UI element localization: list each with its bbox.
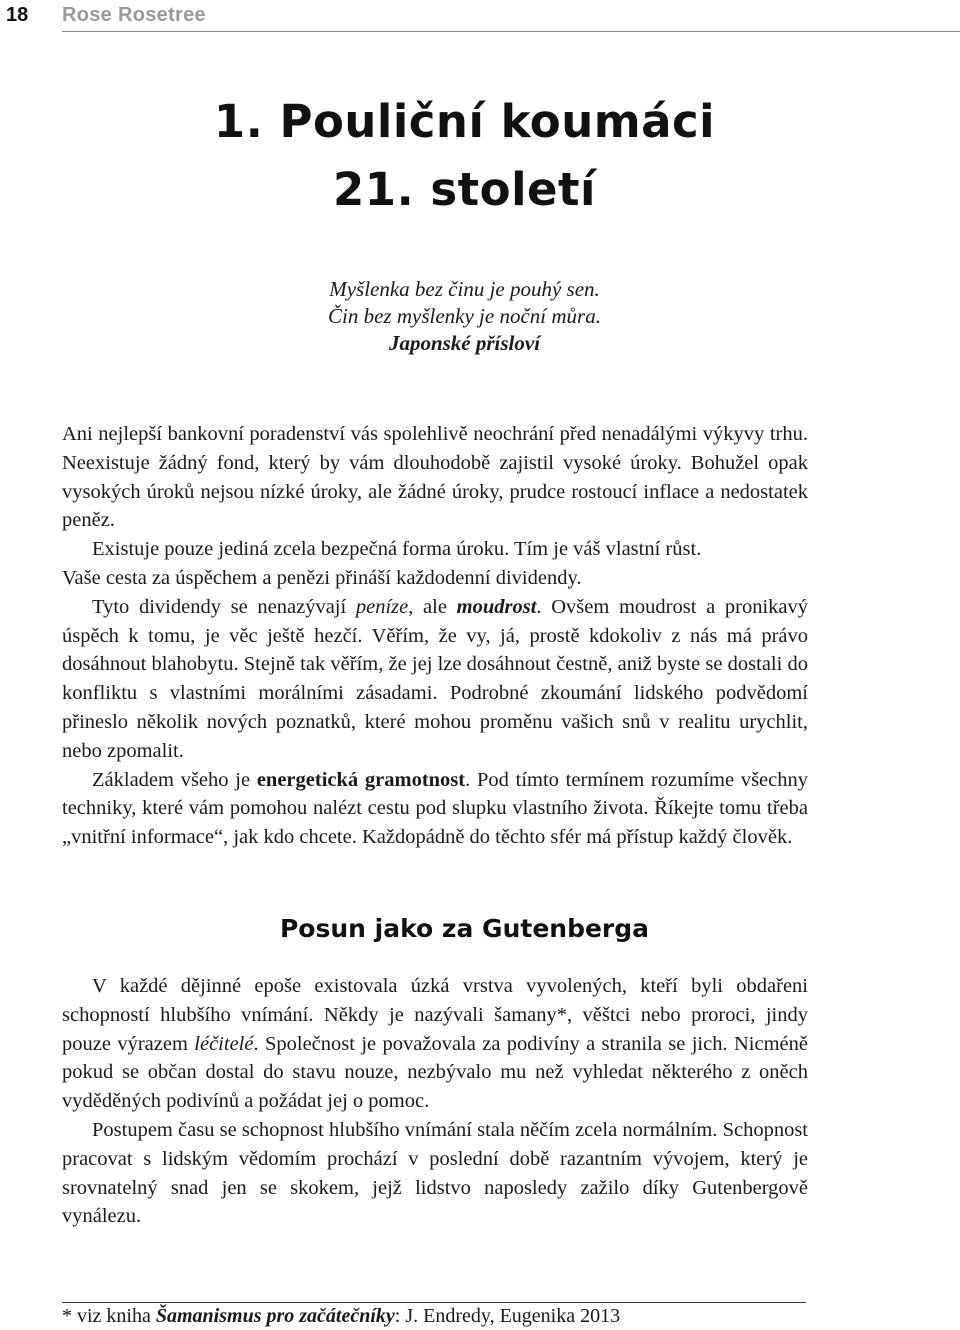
- footnote-suffix: : J. Endredy, Eugenika 2013: [394, 1305, 621, 1327]
- paragraph-text: , ale: [408, 595, 457, 618]
- paragraph-text: V každé dějinné epoše existovala úzká vrstva vyvolených, kteří byli obdařeni schopností hlubšího vnímání. Někdy je nazývali šamany*, věštci nebo proroci, jindy pouze výrazem: [62, 975, 808, 1055]
- chapter-title-line1: 1. Pouliční koumáci: [213, 95, 716, 148]
- emphasis-text: moudrost: [456, 595, 537, 618]
- running-head-author: Rose Rosetree: [62, 4, 206, 26]
- epigraph-source: Japonské přísloví: [388, 331, 541, 355]
- page-number: 18: [6, 4, 29, 26]
- paragraph-text: . Pod tímto termínem rozumíme všechny techniky, které vám pomohou nalézt cestu pod slupku vlastního života. Říkejte tomu třeba „vnitřní informace“, jak kdo chcete. Každopádně do těchto sfér má přístup každý člověk.: [62, 768, 808, 849]
- chapter-title-line2: 21. století: [333, 163, 596, 216]
- paragraph: Ani nejlepší bankovní poradenství vás spolehlivě neochrání před nenadálými výkyvy trhu. Neexistuje žádný fond, který by vám dlouhodobě zajistil vysoké úroky. Bohužel opak vysokých úroků nejsou nízké úroky, ale žádné úroky, prudce rostoucí inflace a nedostatek peněz.: [62, 423, 808, 532]
- emphasis-text: léčitelé: [194, 1032, 254, 1055]
- emphasis-text: peníze: [355, 595, 409, 618]
- paragraph: Postupem času se schopnost hlubšího vnímání stala něčím zcela normálním. Schopnost pracovat s lidským vědomím prochází v poslední době razantním vývojem, který je srovnatelný snad jen se skokem, jejž lidstvo naposledy zažilo díky Gutenbergově vynálezu.: [62, 1118, 808, 1228]
- paragraph: Vaše cesta za úspěchem a penězi přináší každodenní dividendy.: [62, 566, 582, 589]
- epigraph-line2: Čin bez myšlenky je noční můra.: [328, 304, 601, 328]
- footnote-prefix: * viz kniha: [62, 1305, 156, 1327]
- paragraph: [62, 972, 808, 1116]
- paragraph: Existuje pouze jediná zcela bezpečná forma úroku. Tím je váš vlastní růst.: [92, 538, 702, 561]
- section-heading: Posun jako za Gutenberga: [279, 914, 650, 943]
- footnote-book-title: Šamanismus pro začátečníky: [155, 1305, 395, 1327]
- chapter-title: [62, 88, 867, 224]
- footnote: [62, 1303, 822, 1329]
- strong-text: energetická gramotnost: [256, 768, 466, 791]
- epigraph-line1: Myšlenka bez činu je pouhý sen.: [329, 277, 600, 301]
- paragraph-text: Tyto dividendy se nenazývají: [92, 595, 356, 618]
- paragraph-text: . Ovšem moudrost a pronikavý úspěch k tomu, je věc ještě hezčí. Věřím, že vy, já, prostě kdokoliv z nás má právo dosáhnout blahobytu. Stejně tak věřím, že jej lze dosáhnout čestně, aniž byste se dostali do konfliktu s vlastními morálními zásadami. Podrobné zkoumání lidského podvědomí přineslo několik nových poznatků, které mohou proměnu vašich snů v realitu urychlit, nebo zpomalit.: [62, 595, 808, 762]
- paragraph: [62, 766, 808, 852]
- section-gutenberg-body: [62, 972, 808, 1231]
- header-rule: [62, 31, 960, 32]
- paragraph: [62, 593, 808, 766]
- paragraph-text: Základem všeho je: [92, 768, 257, 791]
- paragraph-text: . Společnost je považovala za podivíny a stranila se jich. Nicméně pokud se občan dostal do stavu nouze, nezbývalo mu než vyhledat některého z oněch vyděděných podivínů a požádat jej o pomoc.: [62, 1032, 808, 1113]
- running-header: [0, 0, 960, 31]
- section-intro-body: [62, 420, 808, 852]
- epigraph: [62, 276, 867, 357]
